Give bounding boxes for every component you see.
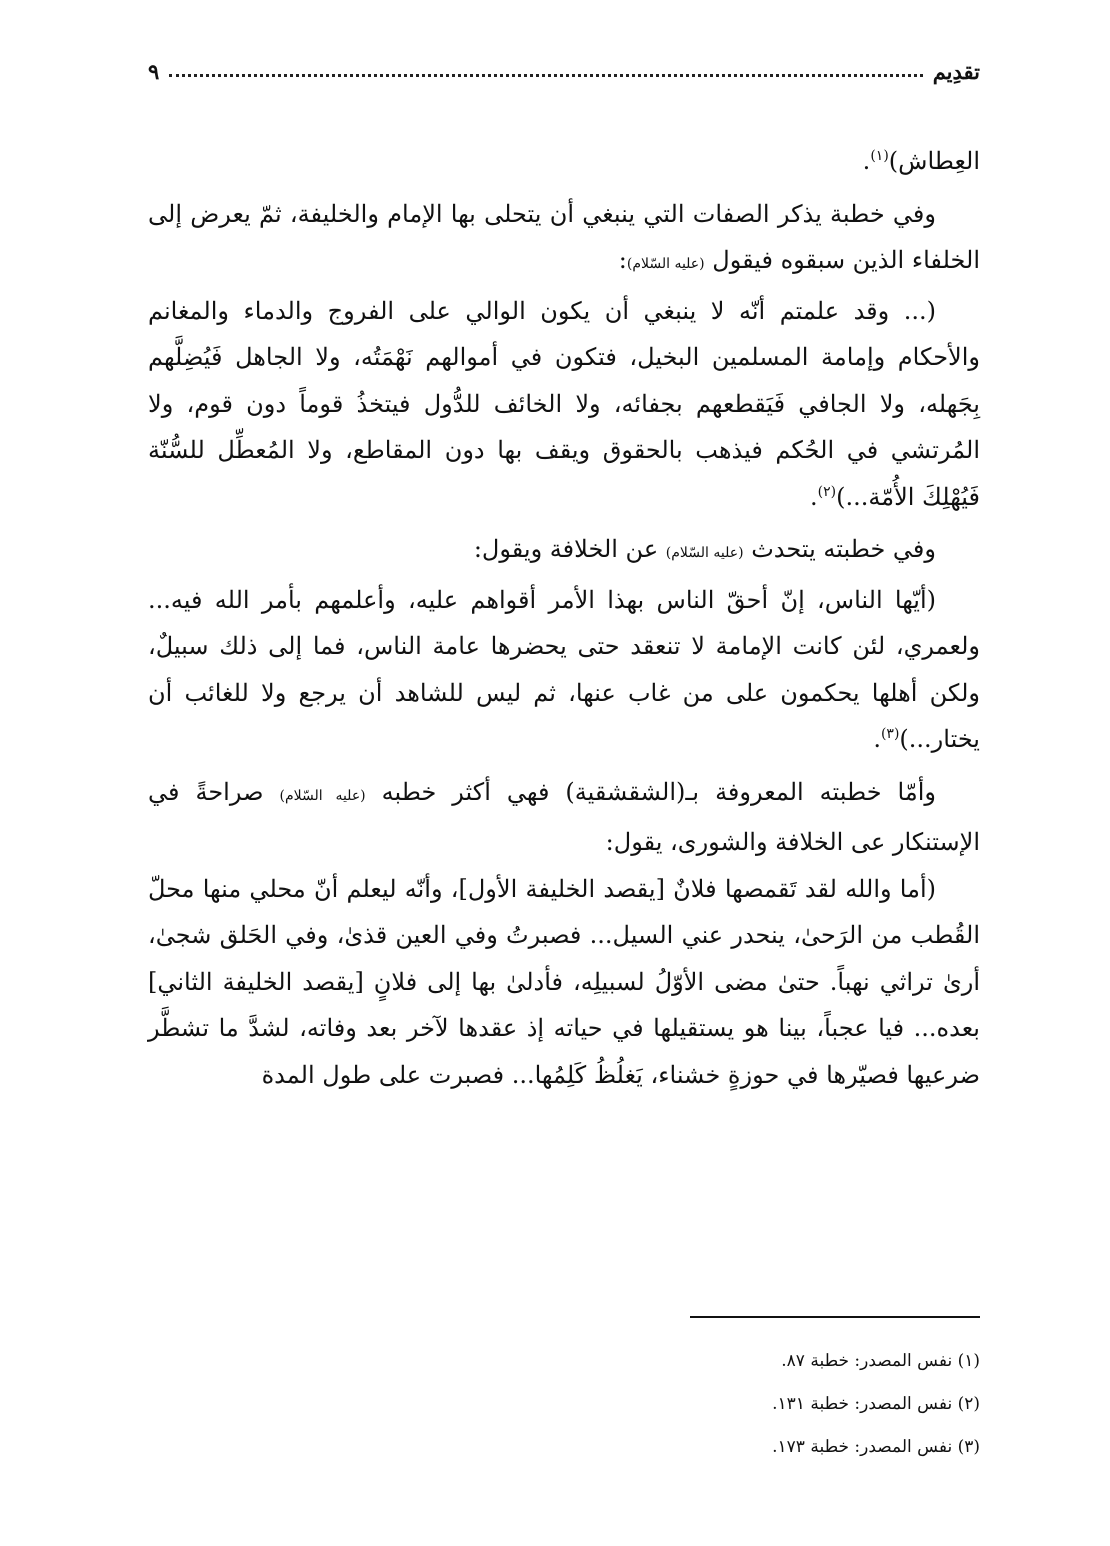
footnote-2: (٢) نفس المصدر: خطبة ١٣١.	[772, 1394, 980, 1414]
quote-1-end: .	[809, 482, 818, 511]
footnote-1: (١) نفس المصدر: خطبة ٨٧.	[781, 1351, 980, 1371]
dot-leader	[169, 74, 922, 77]
footnotes	[380, 1340, 980, 1469]
honorific: (عليه السّلام)	[665, 545, 744, 561]
running-header	[148, 50, 980, 84]
quote-3-text: (أما والله لقد تَقمصها فلانٌ [يقصد الخليفة الأول]، وأنّه ليعلم أنّ محلي منها محلّ القُطب من الرَحىٰ، ينحدر عني السيل... فصبرتُ وفي العين قذىٰ، وفي الحَلق شجىٰ، أرىٰ تراثي نهباً. حتىٰ مضى الأوّلُ لسبيلِه، فأدلىٰ بها إلى فلانٍ [يقصد الخليفة الثاني] بعده... فيا عجباً، بينا هو يستقيلها في حياته إذ عقدها لآخر بعد وفاته، لشدَّ ما تشطَّر ضرعيها فصيّرها في حوزةٍ خشناء، يَغلُظُ كَلِمُها... فصبرت على طول المدة	[148, 874, 980, 1089]
quote-2-text: (أيّها الناس، إنّ أحقّ الناس بهذا الأمر أقواهم عليه، وأعلمهم بأمر الله فيه... ولعمري، لئن كانت الإمامة لا تنعقد حتى يحضرها عامة الناس، فما إلى ذلك سبيلٌ، ولكن أهلها يحكمون على من غاب عنها، ثم ليس للشاهد أن يرجع ولا للغائب أن يختار...)	[148, 585, 980, 753]
quote-1-text: (... وقد علمتم أنّه لا ينبغي أن يكون الوالي على الفروج والدماء والمغانم والأحكام وإمامة المسلمين البخيل، فتكون في أموالهم نَهْمَتُه، ولا الجاهل فَيُضِلَّهم بِجَهله، ولا الجافي فَيَقطعهم بجفائه، ولا الخائف للدُّول فيتخذُ قوماً دون قوم، ولا المُرتشي في الحُكم فيذهب بالحقوق ويقف بها دون المقاطع، ولا المُعطِّل للسُّنّة فَيُهْلِكَ الأُمّة...)	[148, 296, 980, 511]
honorific: (عليه السّلام)	[279, 787, 366, 804]
paragraph-2-text: وفي خطبة يذكر الصفات التي ينبغي أن يتحلى بها الإمام والخليفة، ثمّ يعرض إلى الخلفاء الذين سبقوه فيقول	[148, 199, 980, 274]
quote-2	[148, 577, 980, 763]
paragraph-3-start: وفي خطبته يتحدث	[751, 535, 936, 563]
paragraph-4-end: صراحةً في الإستنكار عى الخلافة والشورى، يقول:	[148, 777, 980, 856]
paragraph-1-text: العِطاش)	[888, 147, 980, 175]
paragraph-3-end: عن الخلافة ويقول:	[473, 535, 659, 563]
paragraph-2	[148, 191, 980, 288]
footnote-3: (٣) نفس المصدر: خطبة ١٧٣.	[772, 1437, 980, 1457]
honorific: (عليه السّلام)	[626, 256, 705, 272]
quote-2-end: .	[873, 725, 881, 753]
footnote-ref-3: (٣)	[880, 726, 900, 742]
quote-3	[148, 866, 980, 1099]
paragraph-2-end: :	[618, 246, 627, 274]
paragraph-3	[148, 526, 980, 577]
main-text	[148, 138, 980, 1098]
footnote-separator	[690, 1316, 980, 1318]
paragraph-4-start: وأمّا خطبته المعروفة بـ(الشقشقية) فهي أكثر خطبه	[381, 777, 936, 806]
footnote-ref-1: (١)	[870, 148, 889, 164]
paragraph-4	[148, 769, 980, 866]
paragraph-1	[148, 138, 980, 185]
chapter-title: تقدِيم	[932, 59, 980, 84]
footnote-ref-2: (٢)	[817, 483, 837, 500]
quote-1	[148, 288, 980, 521]
page-number: ٩	[148, 59, 160, 84]
paragraph-1-end: .	[862, 147, 871, 175]
